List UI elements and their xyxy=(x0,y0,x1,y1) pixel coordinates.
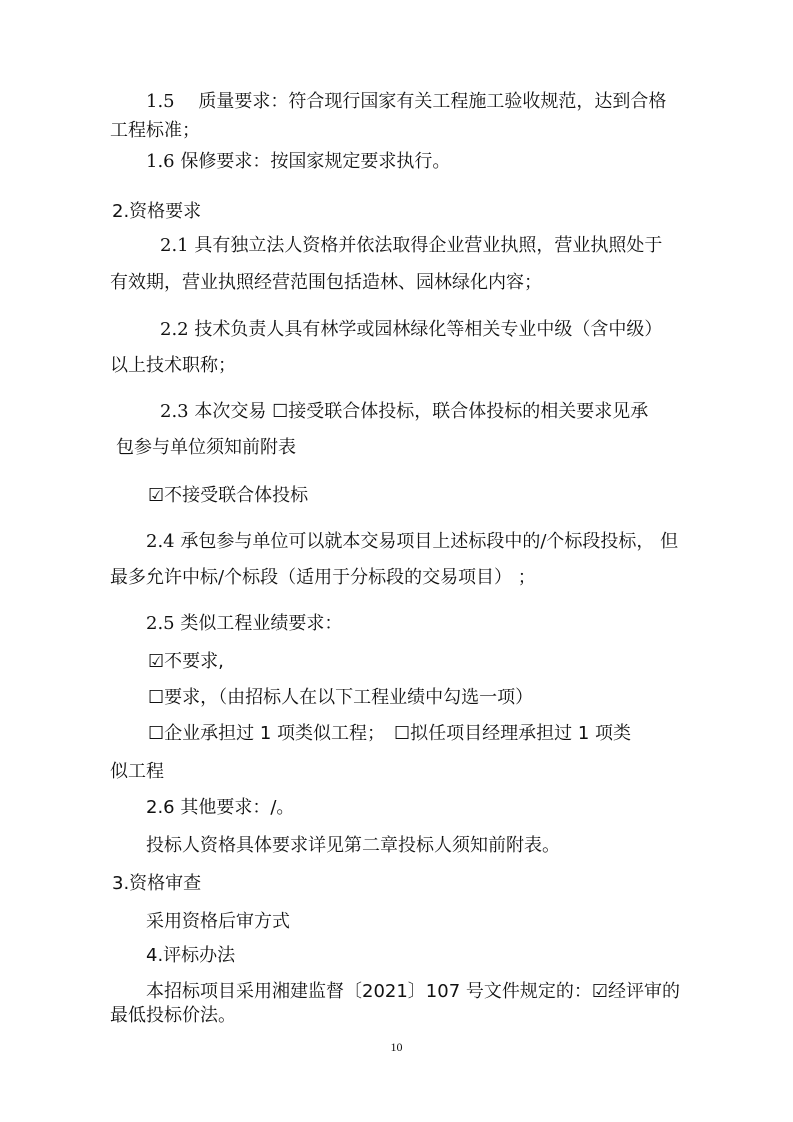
section-heading: 4.评标办法 xyxy=(146,945,236,966)
text-line: 投标人资格具体要求详见第二章投标人须知前附表。 xyxy=(146,835,560,856)
text-line: 工程标准； xyxy=(110,120,200,141)
text-line: 采用资格后审方式 xyxy=(146,911,290,932)
text-line: 最多允许中标/个标段（适用于分标段的交易项目） ； xyxy=(110,567,536,588)
text-line: 本招标项目采用湘建监督〔2021〕107 号文件规定的：☑经评审的 xyxy=(146,981,681,1002)
text-line: 2.6 其他要求：/。 xyxy=(146,797,295,818)
text-line: 最低投标价法。 xyxy=(110,1005,236,1026)
text-line: 2.2 技术负责人具有林学或园林绿化等相关专业中级（含中级） xyxy=(160,319,663,340)
text-line: 1.5 质量要求：符合现行国家有关工程施工验收规范，达到合格 xyxy=(146,91,667,112)
text-line: 2.4 承包参与单位可以就本交易项目上述标段中的/个标段投标， 但 xyxy=(146,531,679,552)
text-line: 有效期，营业执照经营范围包括造林、园林绿化内容； xyxy=(110,272,542,293)
text-line: 2.5 类似工程业绩要求： xyxy=(146,613,343,634)
section-heading: 3.资格审查 xyxy=(112,873,202,894)
checkbox-line: ☑不要求, xyxy=(148,651,224,672)
page-number: 10 xyxy=(390,1040,403,1054)
text-line: 以上技术职称； xyxy=(110,355,236,376)
checkbox-line: ☐要求，（由招标人在以下工程业绩中勾选一项） xyxy=(148,687,534,708)
section-heading: 2.资格要求 xyxy=(112,201,202,222)
text-line: 1.6 保修要求：按国家规定要求执行。 xyxy=(146,151,451,172)
text-line: 2.1 具有独立法人资格并依法取得企业营业执照，营业执照处于 xyxy=(160,235,663,256)
checkbox-line: ☐企业承担过 1 项类似工程； ☐拟任项目经理承担过 1 项类 xyxy=(148,723,632,744)
text-line: 似工程 xyxy=(110,761,164,782)
checkbox-line: ☑不接受联合体投标 xyxy=(148,485,309,506)
text-line: 包参与单位须知前附表 xyxy=(116,437,296,458)
text-line: 2.3 本次交易 ☐接受联合体投标，联合体投标的相关要求见承 xyxy=(160,401,649,422)
